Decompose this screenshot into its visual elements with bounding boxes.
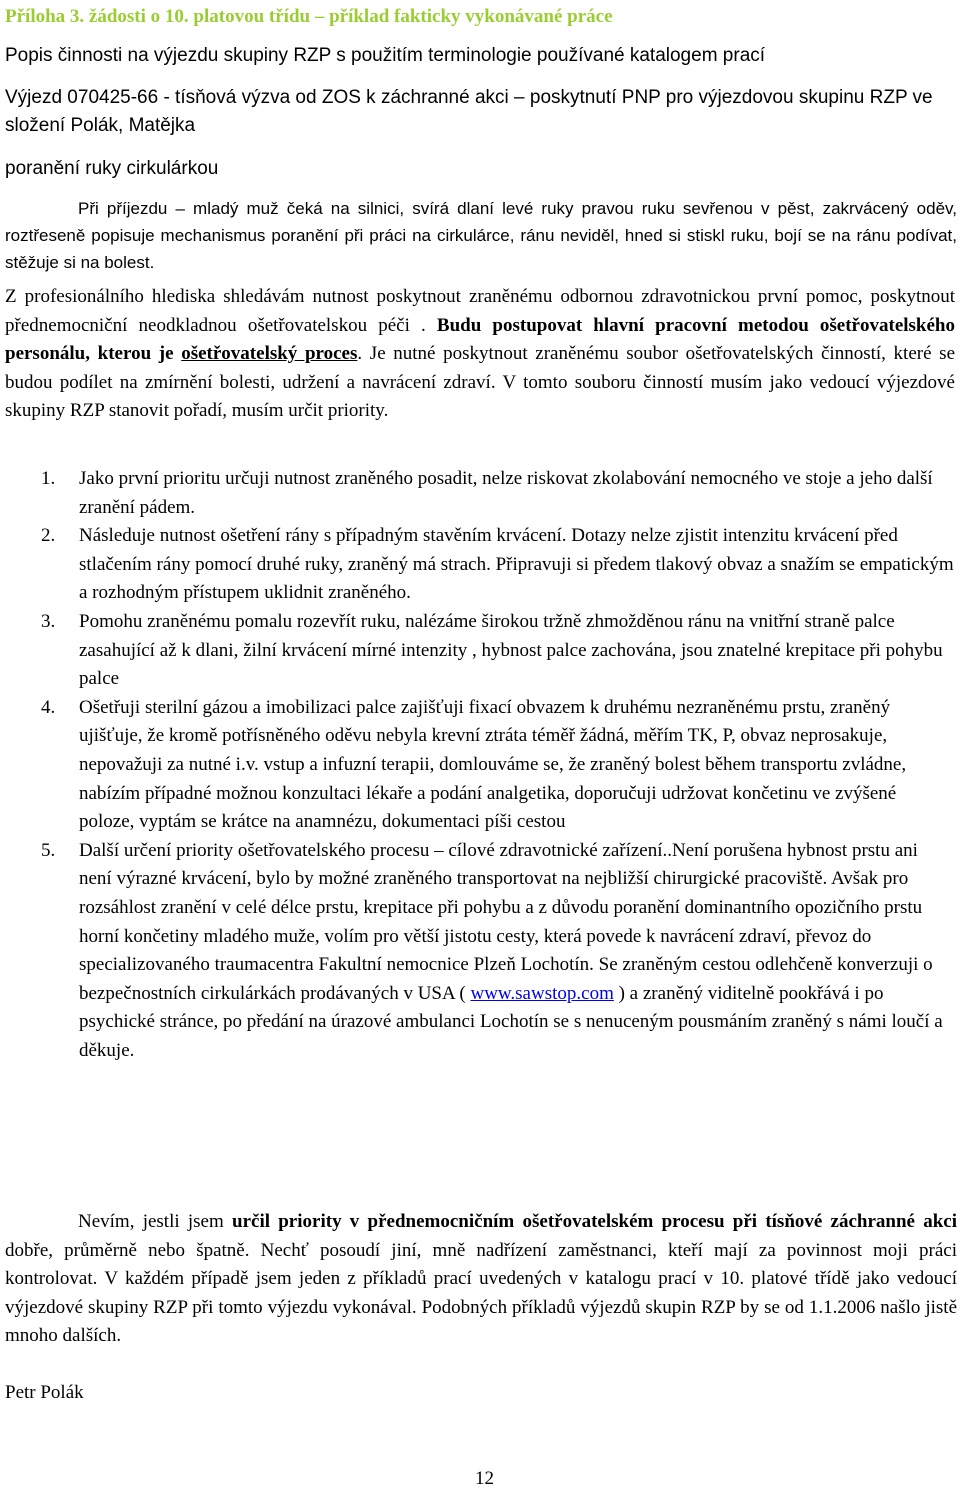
list-item [5,522,955,608]
intro-paragraph [5,195,957,276]
main-text-1: Z profesionálního hlediska shledávám nutnost poskytnout zraněnému odbornou zdravotnickou první pomoc, poskytnout přednemocniční neodkladnou ošetřovatelskou péči . [5,286,955,336]
closing-bold-text: určil priority v přednemocničním ošetřovatelském procesu při tísňové záchranné akci [232,1211,958,1232]
intro-text: Při příjezdu – mladý muž čeká na silnici, svírá dlaní levé ruky pravou ruku sevřenou v pěst, zakrvácený oděv, roztřeseně popisuje mechanismus poranění při práci na cirkulárce, ránu neviděl, hned si stiskl ruku, bojí se na ránu podívat, stěžuje si na bolest. [5,199,957,272]
list-item-text-after: ) a zraněný viditelně pookřává i po psychické stránce, po předání na úrazové ambulanci Lochotín se s nenuceným pousmáním zraněný s námi loučí a děkuje. [79,982,943,1061]
diagnosis: poranění ruky cirkulárkou [5,158,219,179]
sawstop-link[interactable]: www.sawstop.com [470,982,614,1004]
signature: Petr Polák [5,1382,84,1403]
call-description: Výjezd 070425-66 - tísňová výzva od ZOS k záchranné akci – poskytnutí PNP pro výjezdovou skupinu RZP ve složení Polák, Matějka [5,87,933,136]
list-item-number: 5. [41,839,56,861]
main-bold-text: Budu postupovat hlavní pracovní metodou ošetřovatelského personálu, kterou je [5,314,955,364]
subtitle: Popis činnosti na výjezdu skupiny RZP s použitím terminologie používané katalogem prací [5,45,766,66]
priority-list [5,465,955,1065]
closing-paragraph [5,1208,957,1351]
list-item-number: 1. [41,468,56,489]
page-number: 12 [475,1468,494,1489]
closing-text-2: dobře, průměrně nebo špatně. Nechť posoudí jiní, mně nadřízení zaměstnanci, kteří mají za povinnost moji práci kontrolovat. V každém případě jsem jeden z příkladů prací uvedených v katalogu prací v 10. platové třídě jako vedoucí výjezdové skupiny RZP při tomto výjezdu vykonával. Podobných příkladů výjezdů skupin RZP by se od 1.1.2006 našlo jistě mnoho dalších. [5,1239,957,1347]
list-item [5,608,955,694]
main-text-rest: . Je nutné poskytnout zraněnému soubor ošetřovatelských činností, které se budou podílet na zmírnění bolesti, udržení a navrácení zdraví. V tomto souboru činností musím jako vedoucí výjezdové skupiny RZP stanovit pořadí, musím určit priority. [5,343,956,421]
list-item-number: 4. [41,696,56,718]
document-title: Příloha 3. žádosti o 10. platovou třídu – příklad fakticky vykonávané práce [5,6,613,27]
list-item-text: Ošetřuji sterilní gázou a imobilizaci palce zajišťuji fixací obvazem k druhému nezraněnému prstu, zraněný ujišťuje, že kromě potřísněného oděvu nebyla krevní ztráta téměř žádná, měřím TK, P, obvaz neprosakuje, nepovažuji za nutné i.v. vstup a infuzní terapii, domlouváme se, že zraněný bolest během transportu zvládne, nabízím případné možnou konzultaci lékaře a podání analgetika, doporučuji udržovat končetinu ve zvýšené poloze, vyptám se krátce na anamnézu, dokumentaci píši cestou [79,696,907,833]
list-item-text: Pomohu zraněnému pomalu rozevřít ruku, nalézáme širokou tržně zhmožděnou ránu na vnitřní straně palce zasahující až k dlani, žilní krvácení mírné intenzity , hybnost palce zachována, jsou znatelné krepitace při pohybu palce [79,610,943,690]
list-item-number: 2. [41,525,56,547]
list-item-text: Následuje nutnost ošetření rány s případným stavěním krvácení. Dotazy nelze zjistit intenzitu krvácení před stlačením rány pomocí druhé ruky, zraněný má strach. Připravuji si předem tlakový obvaz a snažím se empatickým a rozhodným přístupem uklidnit zraněného. [79,525,954,604]
closing-text-1: Nevím, jestli jsem [78,1211,233,1232]
main-paragraph [5,283,955,426]
list-item-number: 3. [41,610,56,632]
list-item [5,465,955,522]
list-item [5,694,955,837]
main-bold-underline-text: ošetřovatelský proces [181,343,358,364]
list-item-text-before: Další určení priority ošetřovatelského procesu – cílové zdravotnické zařízení..Není porušena hybnost prstu ani není výrazné krvácení, bylo by možné zraněného transportovat na nejbližší chirurgické pracoviště. Avšak pro rozsáhlost zranění v celé délce prstu, krepitace při pohybu a z důvodu poranění dominantního opozičního prstu horní končetiny mladého muže, volím pro větší jistotu cesty, která povede k navrácení zdraví, převoz do specializovaného traumacentra Fakultní nemocnice Plzeň Lochotín. Se zraněným cestou odlehčeně konverzuji o bezpečnostních cirkulárkách prodávaných v USA ( [79,839,933,1004]
list-item-text: Jako první prioritu určuji nutnost zraněného posadit, nelze riskovat zkolabování nemocného ve stoje a jeho další zranění pádem. [79,468,933,518]
list-item [5,837,955,1066]
